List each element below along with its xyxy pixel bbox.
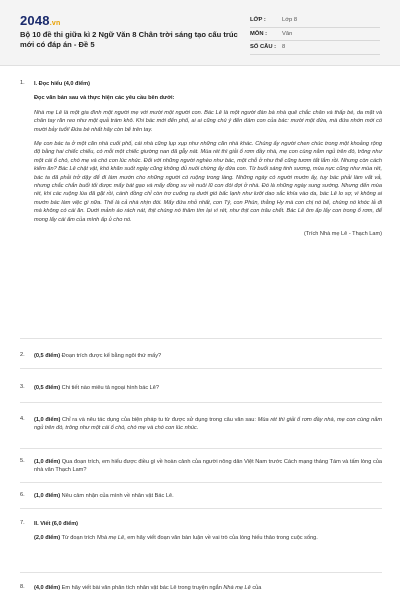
divider: [20, 508, 382, 509]
question-text: Đoạn trích được kể bằng ngôi thứ mấy?: [60, 353, 162, 359]
question-8: [20, 584, 382, 592]
question-number: 3.: [20, 384, 25, 390]
question-score: (1,0 điểm): [34, 493, 61, 499]
question-number: 4.: [20, 416, 25, 422]
page-title: Bộ 10 đề thi giữa kì 2 Ngữ Văn 8 Chân trời sáng tạo cấu trúc mới có đáp án - Đề 5: [20, 30, 238, 49]
divider: [20, 448, 382, 449]
question-number: 6.: [20, 492, 25, 498]
question-2: [20, 352, 382, 360]
question-score: (2,0 điểm): [34, 535, 61, 542]
meta-row-count: [250, 41, 380, 55]
divider: [20, 402, 382, 403]
question-text: Chỉ ra và nêu tác dụng của biện pháp tu từ được sử dụng trong câu văn sau:: [60, 417, 258, 423]
question-number: 2.: [20, 352, 25, 358]
passage-source: (Trích Nhà mẹ Lê - Thạch Lam): [303, 231, 382, 238]
meta-value: 8: [282, 44, 286, 51]
question-4: [20, 416, 382, 433]
question-score: (4,0 điểm): [34, 585, 61, 591]
question-score: (0,5 điểm): [34, 385, 61, 391]
question-1: [20, 80, 382, 239]
question-number: 8.: [20, 584, 25, 590]
question-text: Từ đoạn trích: [60, 535, 97, 542]
meta-value: Văn: [282, 30, 293, 37]
question-7: [20, 520, 382, 543]
meta-label: SỐ CÂU :: [250, 44, 277, 51]
section-heading: II. Viết (6,0 điểm): [34, 521, 79, 527]
question-number: 1.: [20, 80, 25, 86]
question-work-title: Nhà mẹ Lê: [223, 585, 251, 591]
meta-row-class: [250, 14, 380, 28]
passage-paragraph-1: Nhà mẹ Lê là một gia đình một người mẹ với mười một người con. Bác Lê là một người đàn bà nhà quê chắc chân và thấp bé, da mặt và chân tay răn reo như một quả trám khô. Khi bác mới đến phố, ai ai cũng chú ý đến đám con của bác: mười một đứa, mà đứa nhớn mới có mười bảy tuổi! Đứa bé nhất hãy còn bế trên tay.: [34, 109, 382, 133]
question-text: , em hãy viết đoạn văn bàn luận về vai trò của lòng hiếu thảo trong cuộc sống.: [124, 535, 318, 542]
question-number: 5.: [20, 458, 25, 464]
question-score: (0,5 điểm): [34, 353, 61, 359]
divider: [20, 368, 382, 369]
instruction: Đọc văn bản sau và thực hiện các yêu cầu bên dưới:: [34, 95, 175, 102]
question-number: 7.: [20, 520, 25, 526]
meta-value: Lớp 8: [282, 17, 298, 24]
meta-table: [250, 14, 380, 55]
divider: [20, 338, 382, 339]
meta-label: MÔN :: [250, 30, 268, 37]
site-logo[interactable]: 2048.vn: [20, 13, 61, 28]
header: [0, 0, 400, 66]
divider: [20, 572, 382, 573]
question-text: Nêu cảm nhận của mình về nhân vật Bác Lê.: [60, 493, 174, 499]
meta-label: LỚP :: [250, 17, 266, 24]
question-score: (1,0 điểm): [34, 459, 61, 465]
question-text: của: [250, 585, 262, 591]
section-heading: I. Đọc hiểu (4,0 điểm): [34, 81, 90, 87]
question-score: (1,0 điểm): [34, 417, 61, 423]
question-text: Chi tiết nào miêu tả ngoại hình bác Lê?: [60, 385, 160, 391]
passage-paragraph-2: Mẹ con bác ta ở một căn nhà cuối phố, cái nhà cũng lụp xụp như những căn nhà khác. Chúng ấy người chen chúc trong một khoảng rộng độ bằng hai chiếc chiếu, có mỗi một chiếc giường nan đã gẫy nát. Mùa rét thì giải ổ rơm đầy nhà, mẹ con cùng nằm ngủ trên đó, trông như một cái ổ chó, chó mẹ và chó con lúc nhúc. Đối với những người nghèo như bác, một chỗ ở như thế cũng tươm tất lắm rồi. Nhưng còn cách kiếm ăn? Bác Lê chật vật, khó khăn suốt ngày cũng không đủ nuôi chừng ấy đứa con. Từ buổi sáng tinh sương, mùa nực cũng như mùa rét, bác ta đã phải trở dậy để đi làm mướn cho những người có ruộng trong làng. Những ngày có người mướn ấy, tuy bác phải làm vất vả, nhưng chắc chắn buổi tối được mấy bát gạo và mấy đồng xu về nuôi lũ con đói đợi ở nhà. Đó là những ngày sung sướng. Nhưng đến mùa rét, khi các ruộng lúa đã gặt rồi, cánh đồng chỉ còn trơ cuống rạ dưới gió bấc lạnh như lưỡi dao sắc khía vào da, bác Lê lo sợ, vì không ai mướn bác làm việc gì nữa. Thế là cả nhà nhịn đói. Mấy đứa nhỏ nhất, con Tý, con Phún, thằng Hy mà con chị nó bế, chúng nó khóc lả đi mà không có cái ăn. Dưới mảnh áo rách nát, thịt chúng nó thâm tím lại vì rét, như thịt con trâu chết. Bác Lê ôm ấp lấy con trong ổ rơm, để mong lấy cái ấm của mình ấp ủ cho nó.: [34, 141, 382, 223]
question-text: Qua đoạn trích, em hiểu được điều gì về hoàn cảnh của người nông dân Việt Nam trước Cách mạng tháng Tám và tấm lòng của nhà văn Thạch Lam?: [34, 459, 382, 474]
question-quote: Mùa rét thì giải ổ rơm đầy nhà, mẹ con cùng nằm ngủ trên đó, trông như một cái ổ chó, chó mẹ và chó con lúc nhúc.: [34, 417, 382, 432]
question-6: [20, 492, 382, 500]
question-text: Em hãy viết bài văn phân tích nhân vật bác Lê trong truyện ngắn: [60, 585, 224, 591]
question-work-title: Nhà mẹ Lê: [96, 535, 125, 542]
meta-row-subject: [250, 28, 380, 42]
question-5: [20, 458, 382, 475]
question-3: [20, 384, 382, 392]
divider: [20, 482, 382, 483]
